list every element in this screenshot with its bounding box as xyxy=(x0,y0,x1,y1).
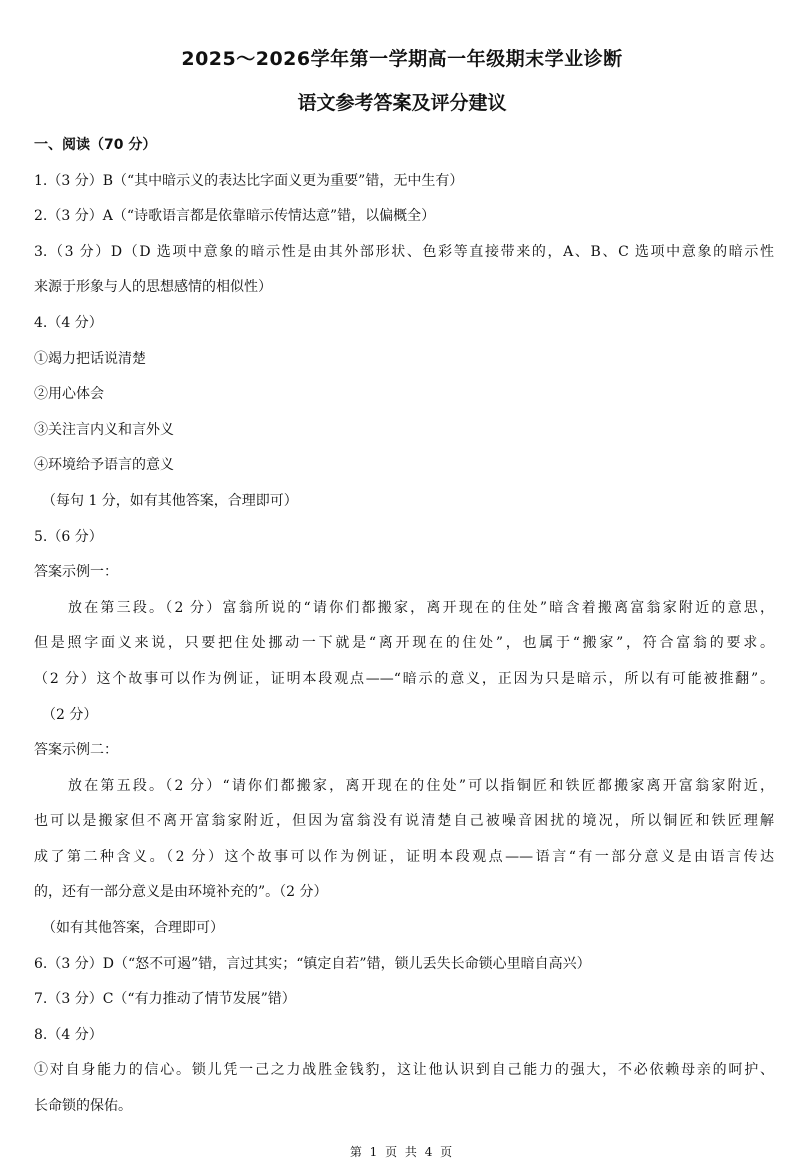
example-1-line-4: （2 分） xyxy=(42,706,98,723)
answer-line-7: 7.（3 分）C（“有力推动了情节发展”错） xyxy=(34,991,296,1008)
example-2-line-1: 放在第五段。（2 分）“请你们都搬家，离开现在的住处”可以指铜匠和铁匠都搬家离开富翁家附近， xyxy=(68,777,774,794)
answer-line-5: 5.（6 分） xyxy=(34,528,103,545)
answer-5-note: （如有其他答案，合理即可） xyxy=(42,920,224,937)
answer-line-3-cont: 来源于形象与人的思想感情的相似性） xyxy=(34,279,272,296)
section-heading: 一、阅读（70 分） xyxy=(34,137,157,153)
example-1-line-2: 但是照字面义来说，只要把住处挪动一下就是“离开现在的住处”，也属于“搬家”，符合富翁的要求。 xyxy=(34,635,774,652)
answer-line-8: 8.（4 分） xyxy=(34,1026,103,1043)
document-title: 2025～2026学年第一学期高一年级期末学业诊断 xyxy=(181,48,623,70)
document-subtitle: 语文参考答案及评分建议 xyxy=(297,92,507,114)
answer-4-point-4: ④环境给予语言的意义 xyxy=(34,457,174,474)
answer-line-1: 1.（3 分）B（“其中暗示义的表达比字面义更为重要”错，无中生有） xyxy=(34,172,464,189)
example-2-label: 答案示例二： xyxy=(34,742,118,759)
answer-8-point-1-cont: 长命锁的保佑。 xyxy=(34,1098,132,1115)
example-2-line-4: 的，还有一部分意义是由环境补充的”。（2 分） xyxy=(34,884,328,901)
example-2-line-3: 成了第二种含义。（2 分）这个故事可以作为例证，证明本段观点——语言“有一部分意义是由语言传达 xyxy=(34,848,774,865)
answer-line-2: 2.（3 分）A（“诗歌语言都是依靠暗示传情达意”错，以偏概全） xyxy=(34,208,436,225)
answer-line-6: 6.（3 分）D（“怒不可遏”错，言过其实；“镇定自若”错，锁儿丢失长命锁心里暗自高兴） xyxy=(34,955,591,972)
example-2-line-2: 也可以是搬家但不离开富翁家附近，但因为富翁没有说清楚自己被噪音困扰的境况，所以铜匠和铁匠理解 xyxy=(34,813,774,830)
example-1-line-3: （2 分）这个故事可以作为例证，证明本段观点——“暗示的意义，正因为只是暗示，所以有可能被推翻”。 xyxy=(34,670,774,687)
answer-4-point-2: ②用心体会 xyxy=(34,386,104,403)
answer-content xyxy=(34,128,774,1125)
page-number: 第 1 页 共 4 页 xyxy=(349,1145,455,1159)
answer-8-point-1: ①对自身能力的信心。锁儿凭一己之力战胜金钱豹，这让他认识到自己能力的强大，不必依赖母亲的呵护、 xyxy=(34,1062,774,1079)
answer-line-3: 3.（3 分）D（D 选项中意象的暗示性是由其外部形状、色彩等直接带来的，A、B、C 选项中意象的暗示性 xyxy=(34,243,774,260)
answer-4-note: （每句 1 分，如有其他答案，合理即可） xyxy=(42,492,298,509)
answer-line-4: 4.（4 分） xyxy=(34,314,103,331)
answer-4-point-3: ③关注言内义和言外义 xyxy=(34,421,174,438)
example-1-label: 答案示例一： xyxy=(34,564,118,581)
example-1-line-1: 放在第三段。（2 分）富翁所说的“请你们都搬家，离开现在的住处”暗含着搬离富翁家附近的意思， xyxy=(68,599,774,616)
answer-4-point-1: ①竭力把话说清楚 xyxy=(34,350,146,367)
